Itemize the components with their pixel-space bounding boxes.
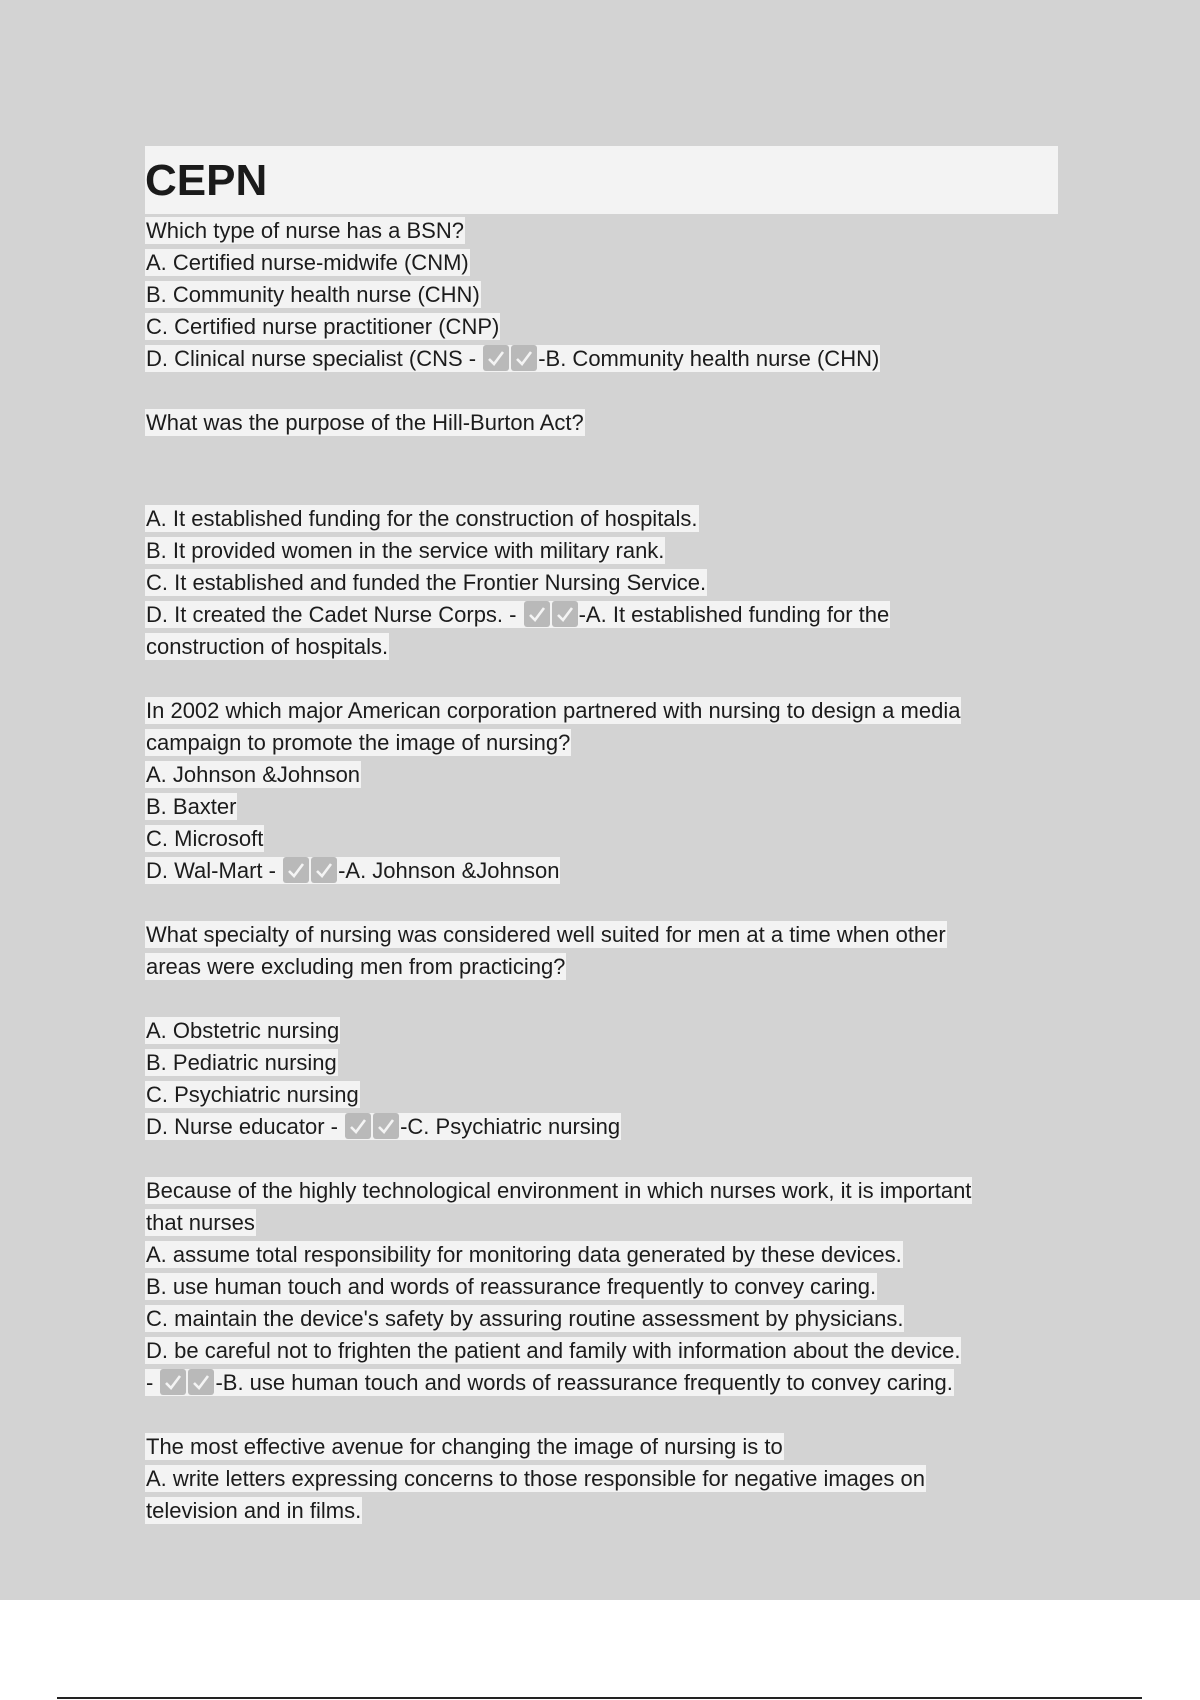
check-mark-icon bbox=[345, 1113, 371, 1139]
option-b: B. It provided women in the service with military rank. bbox=[146, 538, 665, 563]
option-d-prefix: D. Clinical nurse specialist (CNS - bbox=[146, 346, 483, 371]
check-mark-icon bbox=[283, 857, 309, 883]
check-mark-icon bbox=[511, 345, 537, 371]
option-d-prefix: D. Wal-Mart - bbox=[146, 858, 283, 883]
option-b: B. use human touch and words of reassurance frequently to convey caring. bbox=[146, 1274, 877, 1299]
question-block-3 bbox=[145, 695, 1059, 887]
question-block-4 bbox=[145, 919, 1059, 1143]
question-text: The most effective avenue for changing the image of nursing is to bbox=[146, 1434, 783, 1459]
answer-line bbox=[145, 343, 1059, 375]
option-a: A. Johnson &Johnson bbox=[146, 762, 361, 787]
option-b: B. Baxter bbox=[146, 794, 237, 819]
title-banner bbox=[145, 146, 1058, 214]
footer-rule bbox=[57, 1697, 1142, 1699]
question-text: campaign to promote the image of nursing? bbox=[146, 730, 571, 755]
option-a: A. Obstetric nursing bbox=[146, 1018, 340, 1043]
option-a-continued: television and in films. bbox=[146, 1498, 362, 1523]
option-a: A. assume total responsibility for monitoring data generated by these devices. bbox=[146, 1242, 902, 1267]
answer-line bbox=[145, 855, 1059, 887]
answer-line bbox=[145, 599, 1059, 631]
question-text: Which type of nurse has a BSN? bbox=[146, 218, 464, 243]
correct-answer: -A. It established funding for the bbox=[578, 602, 890, 627]
check-mark-icon bbox=[311, 857, 337, 883]
question-text: that nurses bbox=[146, 1210, 255, 1235]
option-c: C. Psychiatric nursing bbox=[146, 1082, 359, 1107]
option-d: D. be careful not to frighten the patient and family with information about the device. bbox=[146, 1338, 961, 1363]
question-text: In 2002 which major American corporation partnered with nursing to design a media bbox=[146, 698, 961, 723]
question-block-6 bbox=[145, 1431, 1059, 1527]
option-c: C. Microsoft bbox=[146, 826, 264, 851]
option-d-prefix: D. It created the Cadet Nurse Corps. - bbox=[146, 602, 523, 627]
option-a: A. write letters expressing concerns to those responsible for negative images on bbox=[146, 1466, 925, 1491]
option-a: A. Certified nurse-midwife (CNM) bbox=[146, 250, 469, 275]
answer-line bbox=[145, 1111, 1059, 1143]
option-b: B. Community health nurse (CHN) bbox=[146, 282, 480, 307]
correct-answer: -A. Johnson &Johnson bbox=[338, 858, 560, 883]
answer-line bbox=[145, 1367, 1059, 1399]
correct-answer-continued: construction of hospitals. bbox=[146, 634, 389, 659]
check-mark-icon bbox=[483, 345, 509, 371]
question-text: areas were excluding men from practicing? bbox=[146, 954, 566, 979]
check-mark-icon bbox=[373, 1113, 399, 1139]
correct-answer: -B. use human touch and words of reassurance frequently to convey caring. bbox=[215, 1370, 953, 1395]
question-block-5 bbox=[145, 1175, 1059, 1399]
correct-answer: -B. Community health nurse (CHN) bbox=[538, 346, 880, 371]
option-c: C. maintain the device's safety by assuring routine assessment by physicians. bbox=[146, 1306, 904, 1331]
question-block-1 bbox=[145, 215, 1059, 375]
option-a: A. It established funding for the construction of hospitals. bbox=[146, 506, 698, 531]
question-text: What specialty of nursing was considered well suited for men at a time when other bbox=[146, 922, 946, 947]
question-text: What was the purpose of the Hill-Burton Act? bbox=[146, 410, 584, 435]
answer-prefix: - bbox=[146, 1370, 160, 1395]
correct-answer: -C. Psychiatric nursing bbox=[400, 1114, 621, 1139]
option-d-prefix: D. Nurse educator - bbox=[146, 1114, 345, 1139]
option-c: C. It established and funded the Frontier Nursing Service. bbox=[146, 570, 707, 595]
check-mark-icon bbox=[188, 1369, 214, 1395]
option-b: B. Pediatric nursing bbox=[146, 1050, 337, 1075]
option-c: C. Certified nurse practitioner (CNP) bbox=[146, 314, 500, 339]
check-mark-icon bbox=[160, 1369, 186, 1395]
check-mark-icon bbox=[524, 601, 550, 627]
question-text: Because of the highly technological environment in which nurses work, it is important bbox=[146, 1178, 972, 1203]
document-content bbox=[145, 146, 1059, 1527]
question-block-2 bbox=[145, 407, 1059, 663]
check-mark-icon bbox=[552, 601, 578, 627]
document-title: CEPN bbox=[145, 156, 268, 205]
